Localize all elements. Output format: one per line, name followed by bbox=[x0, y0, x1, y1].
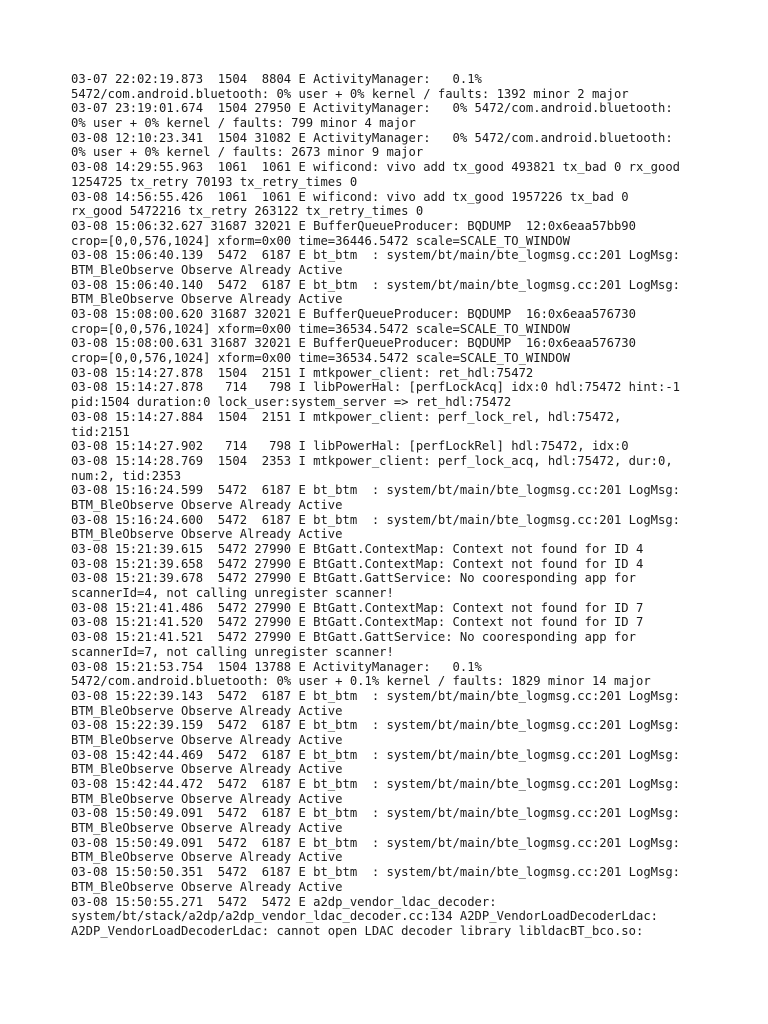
log-line: 03-08 15:50:49.091 5472 6187 E bt_btm : system/bt/main/bte_logmsg.cc:201 LogMsg: bbox=[71, 806, 681, 821]
log-line: system/bt/stack/a2dp/a2dp_vendor_ldac_decoder.cc:134 A2DP_VendorLoadDecoderLdac: bbox=[71, 909, 658, 924]
log-line: 03-08 15:06:40.140 5472 6187 E bt_btm : system/bt/main/bte_logmsg.cc:201 LogMsg: bbox=[71, 277, 681, 292]
log-text-body bbox=[71, 72, 711, 939]
log-line: 03-08 15:50:55.271 5472 5472 E a2dp_vendor_ldac_decoder: bbox=[71, 894, 497, 909]
log-line: 03-08 15:08:00.620 31687 32021 E BufferQueueProducer: BQDUMP 16:0x6eaa576730 bbox=[71, 307, 636, 321]
log-line: 03-08 15:22:39.143 5472 6187 E bt_btm : system/bt/main/bte_logmsg.cc:201 LogMsg: bbox=[71, 688, 681, 703]
log-line: 03-08 15:06:40.139 5472 6187 E bt_btm : system/bt/main/bte_logmsg.cc:201 LogMsg: bbox=[71, 248, 681, 263]
log-line: BTM_BleObserve Observe Already Active bbox=[71, 292, 343, 307]
log-line: 5472/com.android.bluetooth: 0% user + 0.1% kernel / faults: 1829 minor 14 major bbox=[71, 674, 651, 689]
log-line: crop=[0,0,576,1024] xform=0x00 time=36534.5472 scale=SCALE_TO_WINDOW bbox=[71, 321, 570, 336]
log-line: 03-08 15:14:28.769 1504 2353 I mtkpower_client: perf_lock_acq, hdl:75472, dur:0, bbox=[71, 453, 673, 468]
log-line: 03-08 15:14:27.878 1504 2151 I mtkpower_client: ret_hdl:75472 bbox=[71, 365, 534, 380]
log-line: 0% user + 0% kernel / faults: 2673 minor 9 major bbox=[71, 145, 424, 160]
log-line: 03-08 15:50:50.351 5472 6187 E bt_btm : system/bt/main/bte_logmsg.cc:201 LogMsg: bbox=[71, 865, 681, 880]
log-line: 03-08 15:21:39.678 5472 27990 E BtGatt.GattService: No cooresponding app for bbox=[71, 571, 636, 586]
log-line: 03-08 12:10:23.341 1504 31082 E ActivityManager: 0% 5472/com.android.bluetooth: bbox=[71, 130, 673, 145]
log-line: scannerId=7, not calling unregister scanner! bbox=[71, 644, 394, 659]
log-line: 03-08 15:08:00.631 31687 32021 E BufferQueueProducer: BQDUMP 16:0x6eaa576730 bbox=[71, 336, 636, 351]
log-line: 03-08 15:06:32.627 31687 32021 E BufferQueueProducer: BQDUMP 12:0x6eaa57bb90 bbox=[71, 218, 636, 233]
log-line: 03-08 15:21:39.658 5472 27990 E BtGatt.ContextMap: Context not found for ID 4 bbox=[71, 556, 644, 571]
log-line: pid:1504 duration:0 lock_user:system_server => ret_hdl:75472 bbox=[71, 395, 512, 410]
log-line: 03-08 14:56:55.426 1061 1061 E wificond: vivo add tx_good 1957226 tx_bad 0 bbox=[71, 189, 629, 204]
log-line: 03-08 15:16:24.599 5472 6187 E bt_btm : system/bt/main/bte_logmsg.cc:201 LogMsg: bbox=[71, 483, 681, 498]
log-line: 0% user + 0% kernel / faults: 799 minor 4 major bbox=[71, 116, 416, 131]
log-line: BTM_BleObserve Observe Already Active bbox=[71, 527, 343, 542]
log-line: 03-08 14:29:55.963 1061 1061 E wificond: vivo add tx_good 493821 tx_bad 0 rx_good bbox=[71, 160, 681, 175]
log-line: 03-08 15:21:41.521 5472 27990 E BtGatt.GattService: No cooresponding app for bbox=[71, 630, 636, 645]
log-line: 03-08 15:21:53.754 1504 13788 E ActivityManager: 0.1% bbox=[71, 659, 482, 674]
log-line: A2DP_VendorLoadDecoderLdac: cannot open LDAC decoder library libldacBT_bco.so: bbox=[71, 923, 644, 938]
log-line: 03-08 15:21:41.486 5472 27990 E BtGatt.ContextMap: Context not found for ID 7 bbox=[71, 600, 644, 615]
log-line: crop=[0,0,576,1024] xform=0x00 time=36446.5472 scale=SCALE_TO_WINDOW bbox=[71, 233, 570, 248]
log-line: BTM_BleObserve Observe Already Active bbox=[71, 732, 343, 747]
log-line: 03-08 15:14:27.878 714 798 I libPowerHal: [perfLockAcq] idx:0 hdl:75472 hint:-1 bbox=[71, 380, 681, 395]
log-line: 03-08 15:14:27.902 714 798 I libPowerHal: [perfLockRel] hdl:75472, idx:0 bbox=[71, 439, 629, 454]
log-line: BTM_BleObserve Observe Already Active bbox=[71, 850, 343, 865]
log-line: BTM_BleObserve Observe Already Active bbox=[71, 497, 343, 512]
log-line: tid:2151 bbox=[71, 424, 130, 439]
log-line: crop=[0,0,576,1024] xform=0x00 time=36534.5472 scale=SCALE_TO_WINDOW bbox=[71, 351, 570, 366]
log-line: 1254725 tx_retry 70193 tx_retry_times 0 bbox=[71, 174, 358, 189]
log-line: 03-08 15:42:44.469 5472 6187 E bt_btm : system/bt/main/bte_logmsg.cc:201 LogMsg: bbox=[71, 747, 681, 762]
log-line: 03-08 15:21:41.520 5472 27990 E BtGatt.ContextMap: Context not found for ID 7 bbox=[71, 615, 644, 630]
log-line: BTM_BleObserve Observe Already Active bbox=[71, 262, 343, 277]
log-line: 03-08 15:21:39.615 5472 27990 E BtGatt.ContextMap: Context not found for ID 4 bbox=[71, 542, 644, 556]
log-line: scannerId=4, not calling unregister scanner! bbox=[71, 586, 394, 601]
log-line: 03-08 15:42:44.472 5472 6187 E bt_btm : system/bt/main/bte_logmsg.cc:201 LogMsg: bbox=[71, 777, 681, 791]
log-line: 03-07 23:19:01.674 1504 27950 E ActivityManager: 0% 5472/com.android.bluetooth: bbox=[71, 101, 673, 116]
log-line: 03-08 15:22:39.159 5472 6187 E bt_btm : system/bt/main/bte_logmsg.cc:201 LogMsg: bbox=[71, 718, 681, 733]
log-line: 5472/com.android.bluetooth: 0% user + 0% kernel / faults: 1392 minor 2 major bbox=[71, 86, 629, 101]
log-line: BTM_BleObserve Observe Already Active bbox=[71, 791, 343, 806]
log-line: 03-08 15:14:27.884 1504 2151 I mtkpower_client: perf_lock_rel, hdl:75472, bbox=[71, 409, 622, 424]
log-line: 03-08 15:16:24.600 5472 6187 E bt_btm : system/bt/main/bte_logmsg.cc:201 LogMsg: bbox=[71, 512, 681, 527]
log-line: BTM_BleObserve Observe Already Active bbox=[71, 879, 343, 894]
log-line: BTM_BleObserve Observe Already Active bbox=[71, 762, 343, 777]
log-line: num:2, tid:2353 bbox=[71, 468, 182, 483]
log-line: 03-08 15:50:49.091 5472 6187 E bt_btm : system/bt/main/bte_logmsg.cc:201 LogMsg: bbox=[71, 835, 681, 850]
log-line: rx_good 5472216 tx_retry 263122 tx_retry_times 0 bbox=[71, 204, 424, 219]
log-line: 03-07 22:02:19.873 1504 8804 E ActivityManager: 0.1% bbox=[71, 72, 482, 86]
log-line: BTM_BleObserve Observe Already Active bbox=[71, 821, 343, 836]
log-line: BTM_BleObserve Observe Already Active bbox=[71, 703, 343, 718]
